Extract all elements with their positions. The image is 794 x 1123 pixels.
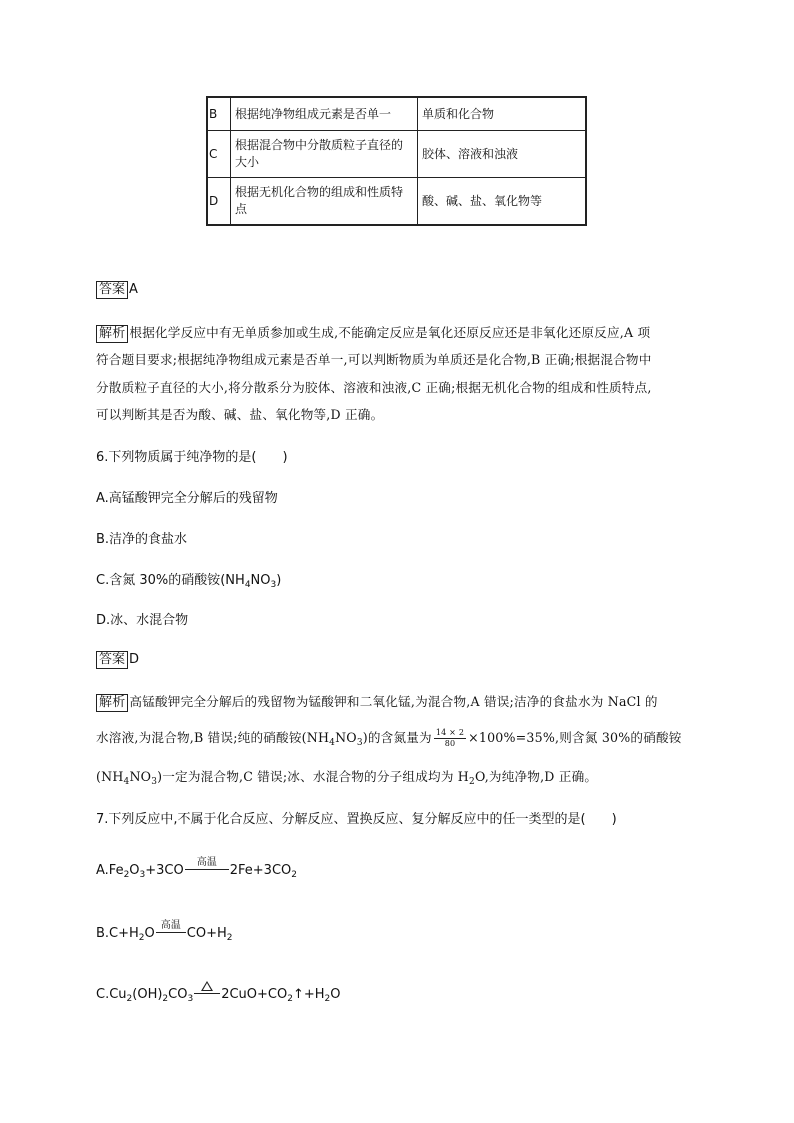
analysis-tag: 解析 [96,325,128,343]
condition-label: 高温 [160,920,181,931]
row-basis: 根据纯净物组成元素是否单一 [231,97,418,131]
text: ↑+H [292,987,325,1002]
text: (OH) [132,987,163,1002]
classification-table [206,96,587,226]
subscript: 3 [270,580,277,590]
fraction [434,728,466,749]
text: )的含氮量为 [362,730,432,745]
q7-option-a [96,857,297,880]
text: O [144,926,155,941]
subscript: 2 [123,870,130,880]
q6-analysis-line [96,691,658,712]
text: ×100%=35%,则含氮 30%的硝酸铵 [468,730,682,745]
text: 2CuO+CO [221,987,288,1002]
text: NO [129,769,152,784]
row-label: D [207,178,231,226]
reaction-condition-arrow [156,920,186,937]
text: (NH [96,769,124,784]
text: A.Fe [96,863,124,878]
fraction-numerator: 14 × 2 [435,728,465,737]
q6-option-d: D.冰、水混合物 [96,613,189,628]
row-label: C [207,131,231,178]
triangle-icon [201,981,213,991]
q7-option-b [96,920,233,943]
q6-stem: 6.下列物质属于纯净物的是( ) [96,450,288,465]
analysis-tag: 解析 [96,694,128,712]
row-result: 胶体、溶液和浊液 [418,131,587,178]
row-basis: 根据无机化合物的组成和性质特点 [231,178,418,226]
text: 水溶液,为混合物,B 错误;纯的硝酸铵(NH [96,730,330,745]
table-row [207,97,586,131]
text: O [330,987,341,1002]
text: )一定为混合物,C 错误;冰、水混合物的分子组成均为 H [157,769,469,784]
answer-tag: 答案 [96,651,128,669]
row-label: B [207,97,231,131]
subscript: 3 [151,777,158,787]
reaction-condition-arrow [194,988,220,998]
subscript: 3 [187,994,194,1004]
condition-label: 高温 [196,857,217,868]
equals-line [194,993,220,994]
q6-analysis-line [96,766,597,785]
q5-analysis-line: 分散质粒子直径的大小,将分散系分为胶体、溶液和浊液,C 正确;根据无机化合物的组成和性质特点, [96,380,652,395]
subscript: 4 [123,777,130,787]
text: +3CO [145,863,184,878]
subscript: 2 [138,933,145,943]
text: B.C+H [96,926,139,941]
table-row [207,131,586,178]
q5-answer: A [129,282,138,297]
row-result: 单质和化合物 [418,97,587,131]
text: CO [168,987,188,1002]
q6-analysis-line [96,727,682,749]
q7-option-c [96,987,341,1002]
subscript: 2 [469,777,475,787]
subscript: 2 [162,994,169,1004]
text: NO [250,573,271,588]
text: O,为纯净物,D 正确。 [474,769,598,784]
q5-analysis-line [96,322,650,343]
subscript: 2 [324,994,331,1004]
q6-option-a: A.高锰酸钾完全分解后的残留物 [96,491,278,506]
subscript: 4 [329,738,336,748]
analysis-text: 高锰酸钾完全分解后的残留物为锰酸钾和二氧化锰,为混合物,A 错误;洁净的食盐水为 NaCl 的 [129,694,658,709]
answer-tag: 答案 [96,281,128,299]
q5-answer-line [96,281,138,299]
subscript: 2 [126,994,133,1004]
table-row [207,178,586,226]
q5-analysis-line: 符合题目要求;根据纯净物组成元素是否单一,可以判断物质为单质还是化合物,B 正确;根据混合物中 [96,352,652,367]
text: 2Fe+3CO [229,863,292,878]
equals-line [185,869,229,870]
reaction-condition-arrow [185,857,229,874]
text: ) [276,573,282,588]
equals-line [156,932,186,933]
heat-symbol [194,981,220,991]
subscript: 4 [244,580,251,590]
q6-answer-line [96,651,139,669]
subscript: 2 [291,870,297,880]
subscript: 3 [139,870,146,880]
row-basis: 根据混合物中分散质粒子直径的大小 [231,131,418,178]
text: CO+H [186,926,227,941]
analysis-text: 根据化学反应中有无单质参加或生成,不能确定反应是氧化还原反应还是非氧化还原反应,A 项 [129,325,651,340]
q5-analysis-line: 可以判断其是否为酸、碱、盐、氧化物等,D 正确。 [96,407,384,422]
q7-stem: 7.下列反应中,不属于化合反应、分解反应、置换反应、复分解反应中的任一类型的是( ) [96,812,617,827]
text: NO [335,730,357,745]
subscript: 2 [226,933,233,943]
q6-option-c [96,569,281,588]
q6-answer: D [129,652,140,667]
q6-option-b: B.洁净的食盐水 [96,532,188,547]
subscript: 2 [287,994,293,1004]
fraction-denominator: 80 [444,739,456,748]
text: C.含氮 30%的硝酸铵(NH [96,573,245,588]
subscript: 3 [356,738,363,748]
text: O [129,863,140,878]
text: C.Cu [96,987,127,1002]
row-result: 酸、碱、盐、氧化物等 [418,178,587,226]
